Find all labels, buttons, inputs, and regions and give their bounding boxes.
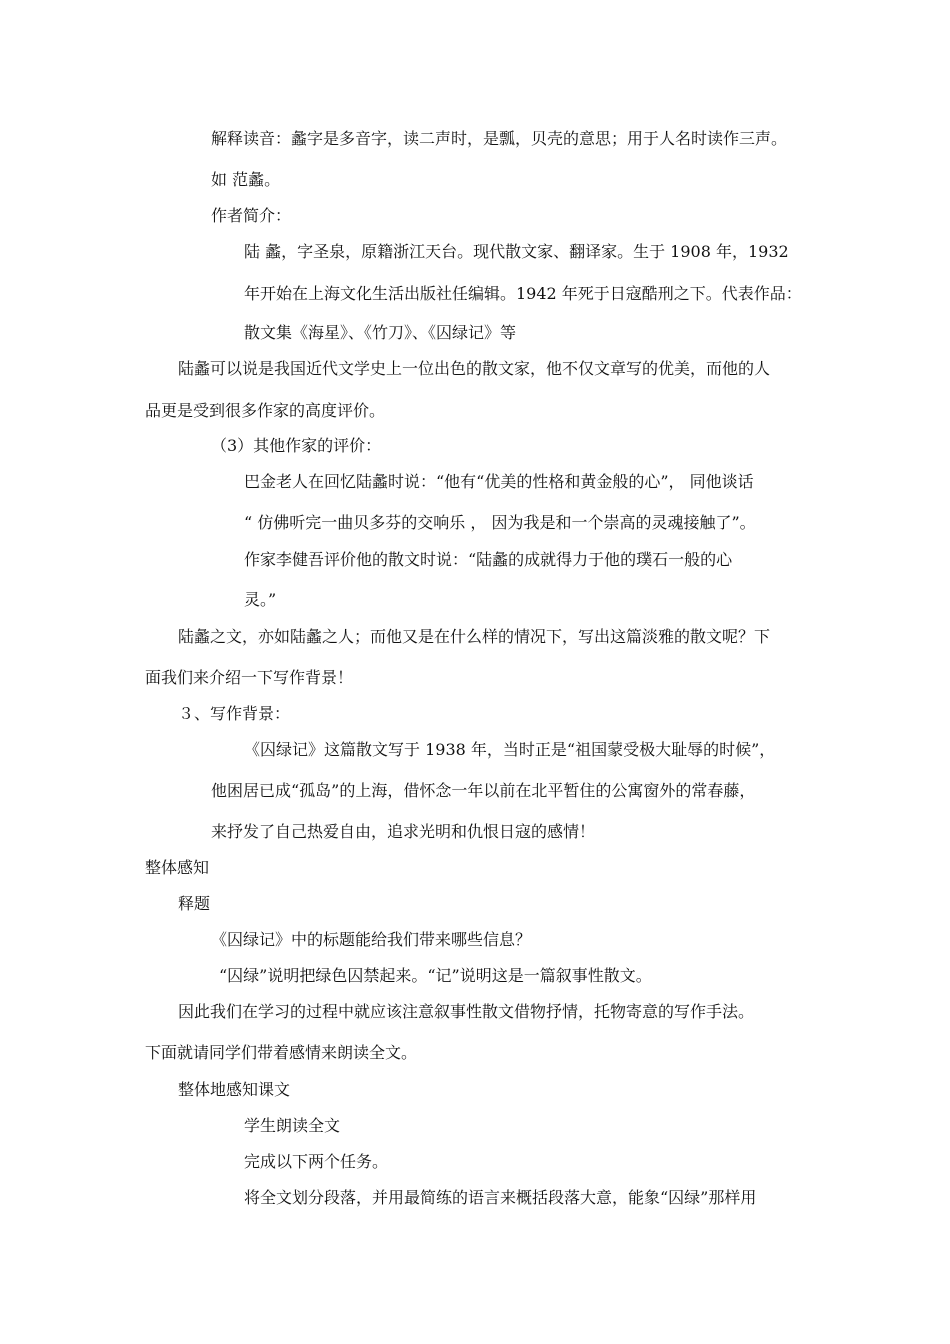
paragraph-line: 陆蠡可以说是我国近代文学史上一位出色的散文家，他不仅文章写的优美，而他的人 <box>178 359 771 378</box>
paragraph-line: 下面就请同学们带着感情来朗读全文。 <box>145 1043 418 1062</box>
paragraph-line: 陆 蠡，字圣泉，原籍浙江天台。现代散文家、翻译家。生于 1908 年，1932 <box>244 242 789 261</box>
paragraph-line: “ 仿佛听完一曲贝多芬的交响乐 ， 因为我是和一个崇高的灵魂接触了”。 <box>244 513 756 532</box>
section-heading: 整体地感知课文 <box>178 1080 291 1099</box>
paragraph-line: 完成以下两个任务。 <box>244 1152 389 1171</box>
section-heading: 整体感知 <box>145 858 210 877</box>
paragraph-line: 将全文划分段落，并用最简练的语言来概括段落大意，能象“囚绿”那样用 <box>244 1188 757 1207</box>
paragraph-line: 巴金老人在回忆陆蠡时说：“他有“优美的性格和黄金般的心”， 同他谈话 <box>244 472 754 491</box>
paragraph-line: 来抒发了自己热爱自由，追求光明和仇恨日寇的感情！ <box>211 822 596 841</box>
section-heading: （3）其他作家的评价： <box>211 436 382 455</box>
paragraph-line: 《囚绿记》这篇散文写于 1938 年，当时正是“祖国蒙受极大耻辱的时候”， <box>244 740 776 759</box>
section-heading: 释题 <box>178 894 211 913</box>
paragraph-line: 灵。” <box>244 590 277 609</box>
paragraph-line: 解释读音：蠡字是多音字，读二声时，是瓢，贝壳的意思；用于人名时读作三声。 <box>211 129 788 148</box>
paragraph-line: 陆蠡之文，亦如陆蠡之人；而他又是在什么样的情况下，写出这篇淡雅的散文呢？下 <box>178 627 771 646</box>
paragraph-line: 年开始在上海文化生活出版社任编辑。1942 年死于日寇酷刑之下。代表作品： <box>244 284 802 303</box>
paragraph-line: 《囚绿记》中的标题能给我们带来哪些信息？ <box>211 930 532 949</box>
section-heading: ３、写作背景： <box>178 704 291 723</box>
paragraph-line: 学生朗读全文 <box>244 1116 341 1135</box>
paragraph-line: 如 范蠡。 <box>211 170 281 189</box>
section-heading: 作者简介： <box>211 206 292 225</box>
paragraph-line: “囚绿”说明把绿色囚禁起来。“记”说明这是一篇叙事性散文。 <box>219 966 652 985</box>
paragraph-line: 品更是受到很多作家的高度评价。 <box>145 401 386 420</box>
paragraph-line: 散文集《海星》、《竹刀》、《囚绿记》等 <box>244 323 517 342</box>
paragraph-line: 面我们来介绍一下写作背景！ <box>145 668 354 687</box>
paragraph-line: 作家李健吾评价他的散文时说：“陆蠡的成就得力于他的璞石一般的心 <box>244 550 733 569</box>
paragraph-line: 因此我们在学习的过程中就应该注意叙事性散文借物抒情，托物寄意的写作手法。 <box>178 1002 755 1021</box>
paragraph-line: 他困居已成“孤岛”的上海，借怀念一年以前在北平暂住的公寓窗外的常春藤， <box>211 781 756 800</box>
